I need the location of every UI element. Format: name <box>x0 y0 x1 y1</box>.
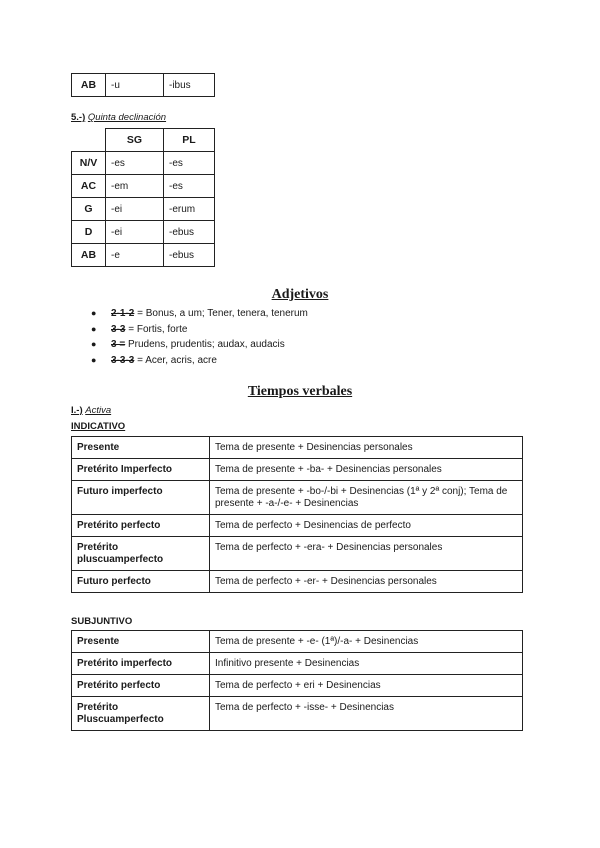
case-label: AB <box>72 74 106 97</box>
subjuntivo-label: SUBJUNTIVO <box>71 616 133 627</box>
tense-name: Pretérito imperfecto <box>72 653 210 675</box>
adjetivos-heading: Adjetivos <box>271 287 329 302</box>
tense-name: Futuro perfecto <box>72 571 210 593</box>
pl-ending: -es <box>164 175 215 198</box>
tense-name: Pretérito perfecto <box>72 675 210 697</box>
tense-formation: Tema de presente + Desinencias personales <box>210 437 523 459</box>
sg-ending: -e <box>106 244 164 267</box>
tense-formation: Tema de perfecto + -er- + Desinencias personales <box>210 571 523 593</box>
table-row <box>72 571 523 593</box>
caption-text: Activa <box>85 405 112 416</box>
case-label: N/V <box>72 152 106 175</box>
table-row <box>72 537 523 571</box>
adjective-examples: Prudens, prudentis; audax, audacis <box>125 339 285 350</box>
adjective-examples: = Fortis, forte <box>125 323 188 335</box>
quinta-caption <box>71 112 166 123</box>
adjective-type: 2-1-2 <box>111 308 135 319</box>
adjective-type: 3-3-3 <box>111 354 135 366</box>
table-row <box>72 697 523 731</box>
sg-ending: -u <box>106 74 164 97</box>
tense-name: Futuro imperfecto <box>72 481 210 515</box>
table-row <box>72 481 523 515</box>
table-row <box>72 515 523 537</box>
tense-name: Pretérito pluscuamperfecto <box>72 537 210 571</box>
table-row <box>72 221 215 244</box>
tense-formation: Tema de perfecto + eri + Desinencias <box>210 675 523 697</box>
tense-name: Pretérito Pluscuamperfecto <box>72 697 210 731</box>
caption-number: 5.-) <box>71 112 86 123</box>
table-row <box>72 175 215 198</box>
quinta-table <box>71 128 215 267</box>
case-label: AB <box>72 244 106 267</box>
bullet-icon: ● <box>91 308 97 318</box>
blank-cell <box>72 129 106 152</box>
caption-text: Quinta declinación <box>87 112 167 123</box>
tense-formation: Tema de perfecto + -era- + Desinencias personales <box>210 537 523 571</box>
indicativo-table <box>71 436 523 593</box>
tense-formation: Tema de perfecto + -isse- + Desinencias <box>210 697 523 731</box>
table-row <box>72 74 215 97</box>
pl-ending: -erum <box>164 198 215 221</box>
pl-ending: -ebus <box>164 244 215 267</box>
adjective-examples: = Bonus, a um; Tener, tenera, tenerum <box>134 308 308 319</box>
bullet-icon: ● <box>91 323 97 334</box>
header-pl: PL <box>164 129 215 152</box>
tense-formation: Tema de presente + -e- (1ª)/-a- + Desinencias <box>210 631 523 653</box>
case-label: AC <box>72 175 106 198</box>
adjetivos-list <box>91 306 308 368</box>
pl-ending: -es <box>164 152 215 175</box>
pl-ending: -ibus <box>164 74 215 97</box>
bullet-icon: ● <box>91 339 97 349</box>
tense-formation: Tema de perfecto + Desinencias de perfecto <box>210 515 523 537</box>
subjuntivo-table <box>71 630 523 731</box>
tense-name: Pretérito Imperfecto <box>72 459 210 481</box>
tense-name: Pretérito perfecto <box>72 515 210 537</box>
sg-ending: -ei <box>106 221 164 244</box>
case-label: D <box>72 221 106 244</box>
indicativo-label: INDICATIVO <box>71 421 126 432</box>
pl-ending: -ebus <box>164 221 215 244</box>
ablative-table <box>71 73 215 97</box>
table-row <box>72 459 523 481</box>
tense-name: Presente <box>72 437 210 459</box>
list-item <box>91 337 308 353</box>
table-row <box>72 244 215 267</box>
table-row <box>72 152 215 175</box>
list-item <box>91 353 308 369</box>
list-item <box>91 322 308 338</box>
sg-ending: -em <box>106 175 164 198</box>
table-header-row <box>72 129 215 152</box>
tense-formation: Tema de presente + -bo-/-bi + Desinencias (1ª y 2ª conj); Tema de presente + -a-/-e- + Desinencias <box>210 481 523 515</box>
tense-name: Presente <box>72 631 210 653</box>
header-sg: SG <box>106 129 164 152</box>
sg-ending: -ei <box>106 198 164 221</box>
list-item <box>91 306 308 322</box>
case-label: G <box>72 198 106 221</box>
bullet-icon: ● <box>91 354 97 365</box>
tiempos-heading: Tiempos verbales <box>247 384 353 399</box>
adjective-type: 3-3 <box>111 323 126 335</box>
adjective-examples: = Acer, acris, acre <box>134 354 217 366</box>
tense-formation: Infinitivo presente + Desinencias <box>210 653 523 675</box>
activa-caption <box>71 405 111 416</box>
table-row <box>72 653 523 675</box>
sg-ending: -es <box>106 152 164 175</box>
tense-formation: Tema de presente + -ba- + Desinencias personales <box>210 459 523 481</box>
table-row <box>72 198 215 221</box>
caption-number: I.-) <box>71 405 83 416</box>
table-row <box>72 437 523 459</box>
adjective-type: 3 = <box>111 339 126 350</box>
table-row <box>72 675 523 697</box>
table-row <box>72 631 523 653</box>
